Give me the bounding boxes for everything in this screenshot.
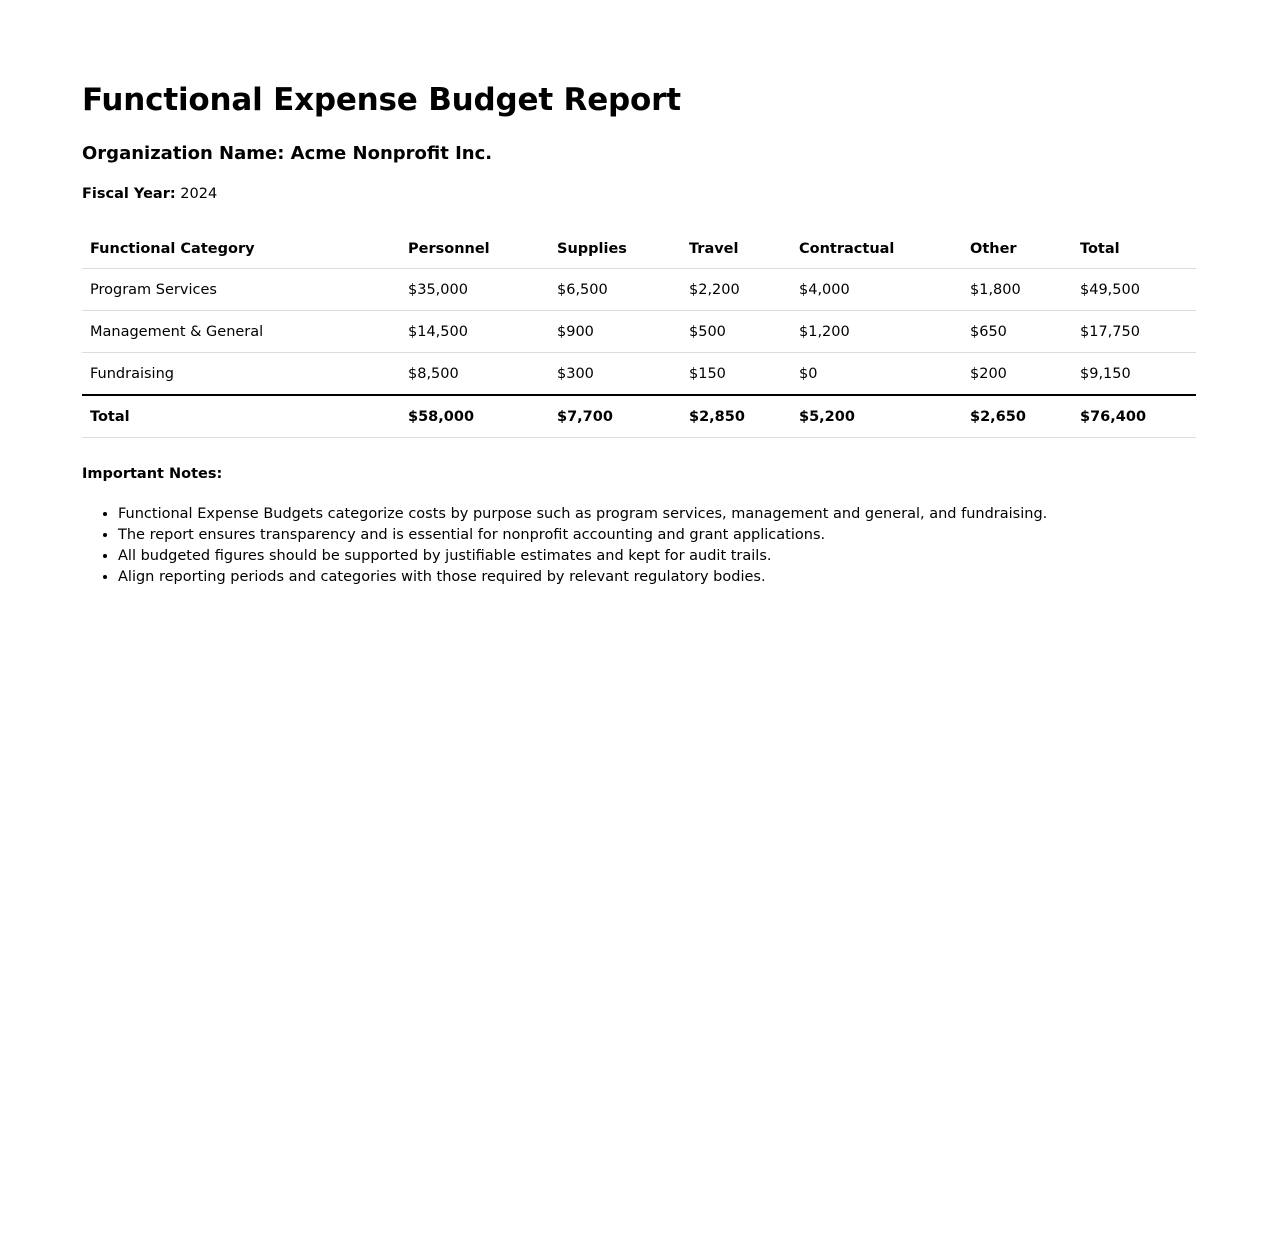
cell-personnel: $8,500 [400, 353, 549, 396]
table-row [82, 311, 1196, 353]
total-label: Total [82, 395, 400, 438]
total-other: $2,650 [962, 395, 1072, 438]
table-header-row [82, 230, 1196, 269]
table-row [82, 269, 1196, 311]
cell-supplies: $300 [549, 353, 681, 396]
report-title: Functional Expense Budget Report [82, 82, 681, 118]
report-page [0, 0, 1278, 588]
table-row [82, 353, 1196, 396]
list-item: • Align reporting periods and categories with those required by relevant regulatory bodies. [118, 567, 1196, 588]
budget-table [82, 230, 1196, 438]
notes-heading: Important Notes: [82, 466, 223, 482]
fiscal-year [82, 184, 1196, 204]
cell-other: $1,800 [962, 269, 1072, 311]
header-contractual: Contractual [791, 230, 962, 269]
cell-total: $9,150 [1072, 353, 1196, 396]
cell-personnel: $14,500 [400, 311, 549, 353]
header-other: Other [962, 230, 1072, 269]
header-functional-category: Functional Category [82, 230, 400, 269]
total-supplies: $7,700 [549, 395, 681, 438]
cell-travel: $2,200 [681, 269, 791, 311]
cell-total: $49,500 [1072, 269, 1196, 311]
cell-category: Fundraising [82, 353, 400, 396]
notes-list [82, 504, 1196, 588]
total-contractual: $5,200 [791, 395, 962, 438]
fiscal-year-value: 2024 [180, 186, 218, 202]
cell-total: $17,750 [1072, 311, 1196, 353]
cell-personnel: $35,000 [400, 269, 549, 311]
cell-supplies: $6,500 [549, 269, 681, 311]
header-personnel: Personnel [400, 230, 549, 269]
cell-other: $200 [962, 353, 1072, 396]
fiscal-year-label: Fiscal Year: [82, 186, 176, 202]
header-total: Total [1072, 230, 1196, 269]
cell-contractual: $0 [791, 353, 962, 396]
cell-category: Management & General [82, 311, 400, 353]
cell-contractual: $4,000 [791, 269, 962, 311]
cell-category: Program Services [82, 269, 400, 311]
cell-travel: $500 [681, 311, 791, 353]
cell-supplies: $900 [549, 311, 681, 353]
organization-name: Organization Name: Acme Nonprofit Inc. [82, 143, 493, 164]
total-personnel: $58,000 [400, 395, 549, 438]
cell-travel: $150 [681, 353, 791, 396]
list-item: • The report ensures transparency and is essential for nonprofit accounting and grant applications. [118, 525, 1196, 546]
header-supplies: Supplies [549, 230, 681, 269]
list-item: • All budgeted figures should be supported by justifiable estimates and kept for audit trails. [118, 546, 1196, 567]
cell-other: $650 [962, 311, 1072, 353]
header-travel: Travel [681, 230, 791, 269]
cell-contractual: $1,200 [791, 311, 962, 353]
table-total-row [82, 395, 1196, 438]
total-grand: $76,400 [1072, 395, 1196, 438]
total-travel: $2,850 [681, 395, 791, 438]
list-item: • Functional Expense Budgets categorize costs by purpose such as program services, management and general, and fundraising. [118, 504, 1196, 525]
